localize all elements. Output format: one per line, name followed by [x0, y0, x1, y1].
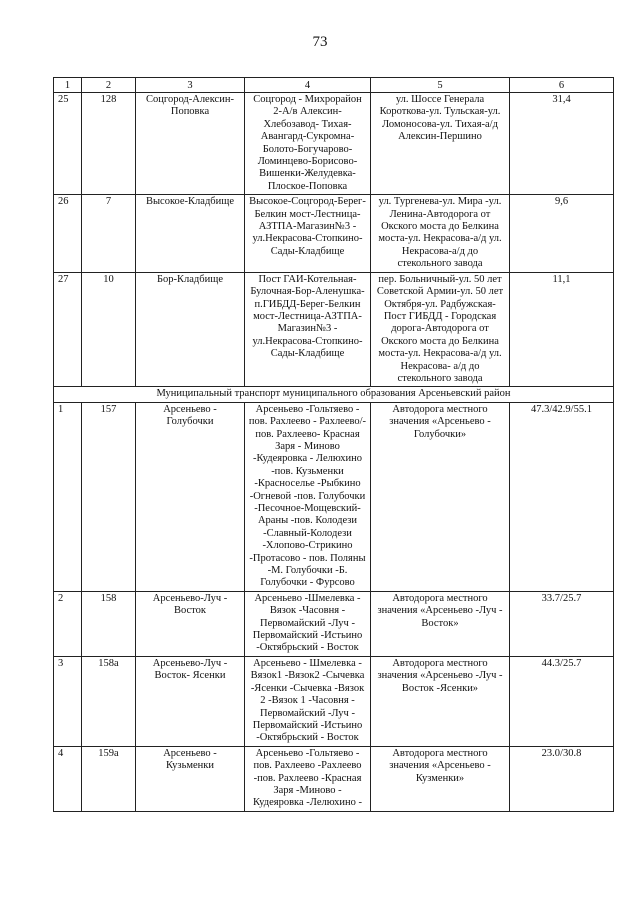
column-header: 5 — [371, 78, 510, 93]
route-stops: Арсеньево -Гольтяево - пов. Рахлеево - Рахлеево/- пов. Рахлеево- Красная Заря - Миново -Кудеяровка - Лелюхино -пов. Кузьменки -Красноселье -Рыбкино -Огневой -пов. Голубочки -Песочное-Мощевский- Араны -пов. Колодези -Славный-Колодези -Хлопово-Стрикино -Протасово - пов. Поляны -М. Голубочки -Б. Голубочки - Фурсово — [245, 402, 371, 591]
route-number: 7 — [82, 195, 136, 272]
route-streets: ул. Тургенева-ул. Мира -ул. Ленина-Автодорога от Окского моста до Белкина моста-ул. Некрасова-а/д ул. Некрасова-а/д до стекольного завода — [371, 195, 510, 272]
route-length: 47.3/42.9/55.1 — [510, 402, 614, 591]
routes-table — [53, 77, 614, 812]
route-length: 44.3/25.7 — [510, 656, 614, 746]
route-stops: Пост ГАИ-Котельная-Булочная-Бор-Аленушка-п.ГИБДД-Берег-Белкин мост-Лестница-АЗТПА-Магазин№3 - ул.Некрасова-Стопкино-Сады-Кладбище — [245, 272, 371, 387]
route-name: Высокое-Кладбище — [136, 195, 245, 272]
table-row — [54, 402, 614, 591]
table-row — [54, 195, 614, 272]
column-header: 2 — [82, 78, 136, 93]
route-streets: Автодорога местного значения «Арсеньево -Луч - Восток -Ясенки» — [371, 656, 510, 746]
route-streets: Автодорога местного значения «Арсеньево -Луч - Восток» — [371, 591, 510, 656]
row-number: 4 — [54, 746, 82, 811]
row-number: 27 — [54, 272, 82, 387]
route-name: Арсеньево - Голубочки — [136, 402, 245, 591]
route-streets: пер. Больничный-ул. 50 лет Советской Армии-ул. 50 лет Октября-ул. Радбужская-Пост ГИБДД - Городская дорога-Автодорога от Окского моста до Белкина моста-ул. Некрасова-а/д ул. Некрасова- а/д до стекольного завода — [371, 272, 510, 387]
route-streets: Автодорога местного значения «Арсеньево - Голубочки» — [371, 402, 510, 591]
row-number: 1 — [54, 402, 82, 591]
column-header: 1 — [54, 78, 82, 93]
route-number: 157 — [82, 402, 136, 591]
route-length: 9,6 — [510, 195, 614, 272]
column-number-row — [54, 78, 614, 93]
route-stops: Соцгород - Михрорайон 2-А/в Алексин-Хлебозавод- Тихая-Авангард-Сукромна-Болото-Богучарово-Ломинцево-Борисово-Вишенки-Желудевка-Плоское-Поповка — [245, 93, 371, 195]
route-length: 31,4 — [510, 93, 614, 195]
route-stops: Арсеньево -Шмелевка - Вязок -Часовня - Первомайский -Луч - Первомайский -Истьино -Октябрьский - Восток — [245, 591, 371, 656]
table-row — [54, 656, 614, 746]
route-number: 128 — [82, 93, 136, 195]
route-length: 23.0/30.8 — [510, 746, 614, 811]
route-number: 158а — [82, 656, 136, 746]
route-stops: Высокое-Соцгород-Берег-Белкин мост-Лестница-АЗТПА-Магазин№3 - ул.Некрасова-Стопкино-Сады-Кладбище — [245, 195, 371, 272]
row-number: 3 — [54, 656, 82, 746]
route-number: 10 — [82, 272, 136, 387]
section-row — [54, 387, 614, 402]
table-row — [54, 272, 614, 387]
route-name: Арсеньево - Кузьменки — [136, 746, 245, 811]
route-name: Арсеньево-Луч - Восток — [136, 591, 245, 656]
route-streets: ул. Шоссе Генерала Короткова-ул. Тульская-ул. Ломоносова-ул. Тихая-а/д Алексин-Першино — [371, 93, 510, 195]
route-length: 33.7/25.7 — [510, 591, 614, 656]
table-row — [54, 93, 614, 195]
route-name: Арсеньево-Луч - Восток- Ясенки — [136, 656, 245, 746]
row-number: 2 — [54, 591, 82, 656]
route-number: 159а — [82, 746, 136, 811]
route-number: 158 — [82, 591, 136, 656]
route-length: 11,1 — [510, 272, 614, 387]
section-title: Муниципальный транспорт муниципального образования Арсеньевский район — [54, 387, 614, 402]
row-number: 26 — [54, 195, 82, 272]
route-streets: Автодорога местного значения «Арсеньево - Кузменки» — [371, 746, 510, 811]
table-row — [54, 746, 614, 811]
route-name: Бор-Кладбище — [136, 272, 245, 387]
column-header: 6 — [510, 78, 614, 93]
route-stops: Арсеньево -Гольтяево - пов. Рахлеево -Рахлеево -пов. Рахлеево -Красная Заря -Миново - Кудеяровка -Лелюхино - — [245, 746, 371, 811]
column-header: 4 — [245, 78, 371, 93]
route-name: Соцгород-Алексин-Поповка — [136, 93, 245, 195]
page-number: 73 — [312, 34, 328, 50]
column-header: 3 — [136, 78, 245, 93]
table-row — [54, 591, 614, 656]
row-number: 25 — [54, 93, 82, 195]
route-stops: Арсеньево - Шмелевка - Вязок1 -Вязок2 -Сычевка -Ясенки -Сычевка -Вязок 2 -Вязок 1 -Часовня - Первомайский -Луч - Первомайский -Истьино -Октябрьский - Восток — [245, 656, 371, 746]
